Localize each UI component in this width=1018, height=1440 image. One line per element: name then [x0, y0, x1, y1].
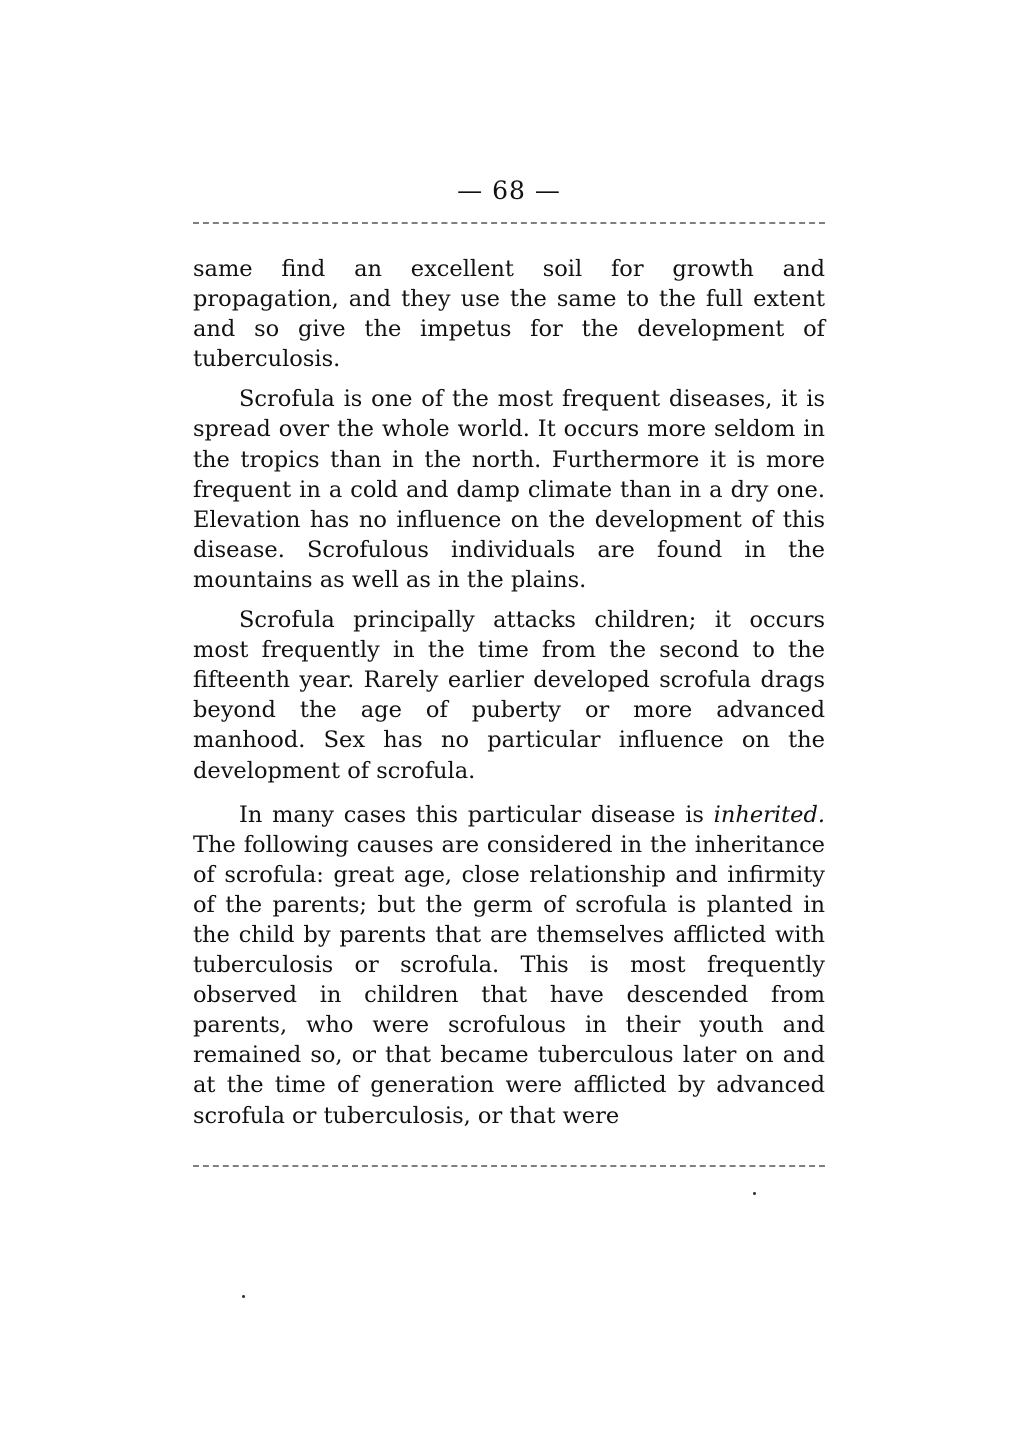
page-number: — 68 —: [457, 176, 561, 205]
paragraph-4-emphasis: inherited.: [713, 801, 825, 828]
paragraph-3: Scrofula principally attacks children; it occurs most frequently in the time from the second to the fifteenth year. Rarely earlier developed scrofula drags beyond the age of puberty or more advanced manhood. Sex has no particular influence on the development of scrofula.: [193, 607, 825, 784]
footer-rule: [193, 1165, 825, 1167]
scan-speck: [242, 1295, 245, 1298]
paragraph-4: [193, 800, 825, 1131]
header-rule: [193, 222, 825, 224]
body-text: [193, 254, 825, 1131]
paragraph-4-rest: The following causes are considered in the inheritance of scrofula: great age, close relationship and infirmity of the parents; but the germ of scrofula is planted in the child by parents that are themselves afflicted with tuberculosis or scrofula. This is most frequently observed in children that have descended from parents, who were scrofulous in their youth and remained so, or that became tuberculous later on and at the time of generation were afflicted by advanced scrofula or tuberculosis, or that were: [193, 831, 825, 1129]
paragraph-4-lead: In many cases this particular disease is: [239, 801, 714, 828]
scan-speck: [753, 1192, 756, 1195]
paragraph-2: Scrofula is one of the most frequent diseases, it is spread over the whole world. It occurs more seldom in the tropics than in the north. Furthermore it is more frequent in a cold and damp climate than in a dry one. Elevation has no influence on the development of this disease. Scrofulous individuals are found in the mountains as well as in the plains.: [193, 386, 825, 593]
paragraph-1: same find an excellent soil for growth and propagation, and they use the same to the full extent and so give the impetus for the development of tuberculosis.: [193, 256, 825, 373]
